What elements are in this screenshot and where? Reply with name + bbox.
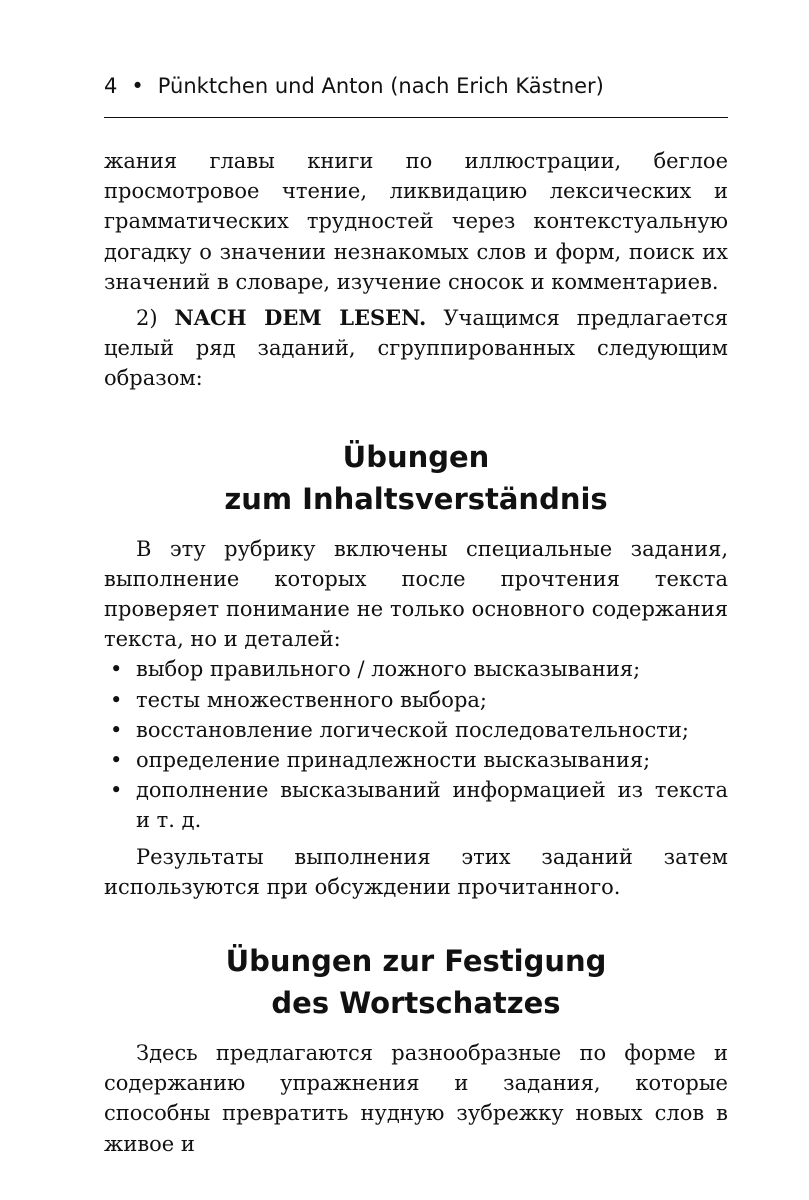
bullet: •: [110, 657, 123, 682]
vocabulary-paragraph: Здесь предлагаются разнообразные по форме и содержанию упражнения и задания, которые способны превратить нудную зубрежку новых слов в живое и: [104, 1041, 728, 1156]
list-item-text: дополнение высказываний информацией из текста и т. д.: [136, 778, 728, 833]
intro-paragraph: жания главы книги по иллюстрации, беглое просмотровое чтение, ликвидацию лексических и грамматических трудностей через контекстуальную догадку о значении незнакомых слов и форм, поиск их значений в словаре, изучение сносок и комментариев.: [104, 149, 728, 294]
bullet: •: [110, 748, 123, 773]
header-rule: [104, 117, 728, 118]
heading-line: Übungen zur Festigung: [225, 944, 607, 979]
list-item-text: определение принадлежности высказывания;: [136, 748, 651, 773]
bullet: •: [110, 717, 123, 742]
book-title: Pünktchen und Anton (nach Erich Kästner): [157, 74, 604, 98]
page-number: 4: [104, 74, 118, 98]
comprehension-conclusion: Результаты выполнения этих заданий затем используются при обсуждении прочитанного.: [104, 844, 728, 899]
heading-line: Übungen: [342, 439, 490, 474]
heading-line: des Wortschatzes: [271, 986, 561, 1021]
list-item-text: тесты множественного выбора;: [136, 687, 487, 712]
list-item-text: восстановление логической последовательности;: [136, 717, 689, 742]
header-separator: •: [131, 74, 144, 98]
section-heading-comprehension: [104, 436, 728, 520]
comprehension-intro: В эту рубрику включены специальные задания, выполнение которых после прочтения текста проверяет понимание не только основного содержания текста, но и деталей:: [104, 536, 728, 652]
running-header: [104, 72, 604, 100]
bullet: •: [110, 687, 123, 712]
after-reading-label: NACH DEM LESEN.: [174, 305, 427, 331]
after-reading-text: Учащимся предлагается целый ряд заданий, сгруппированных следующим образом:: [104, 306, 728, 391]
task-list: [104, 654, 728, 835]
list-item: [104, 654, 728, 684]
list-item: [104, 775, 728, 835]
heading-line: zum Inhaltsverständnis: [224, 481, 608, 516]
list-item: [104, 745, 728, 775]
after-reading-paragraph: [104, 303, 728, 394]
list-item-text: выбор правильного / ложного высказывания;: [136, 657, 641, 682]
list-item: [104, 715, 728, 745]
list-item: [104, 685, 728, 715]
page-body: [104, 146, 728, 1159]
bullet: •: [110, 778, 123, 803]
section-heading-vocabulary: [104, 940, 728, 1024]
after-reading-number: 2): [136, 306, 158, 331]
